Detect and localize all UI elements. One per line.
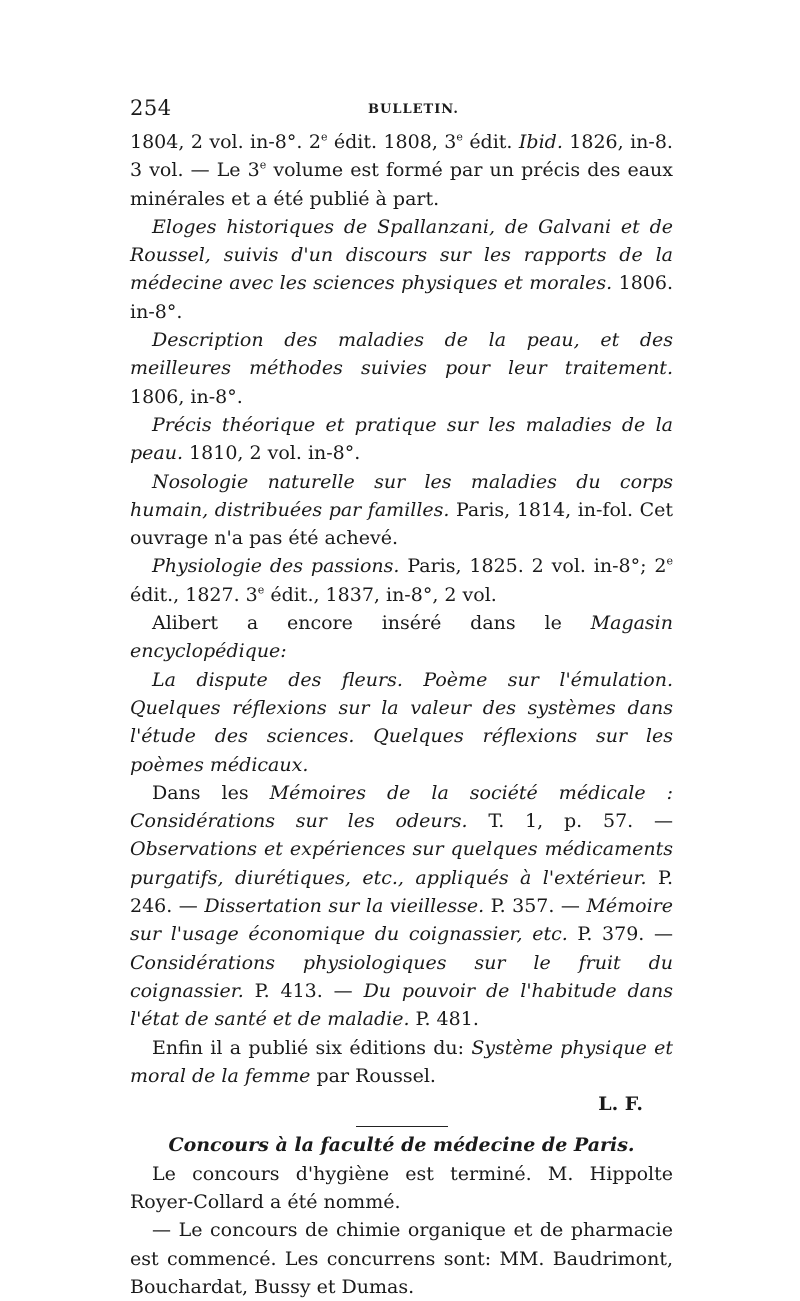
section-title: Concours à la faculté de médecine de Paris. [168, 1134, 635, 1157]
paragraph-enfin: Enfin il a publié six éditions du: Système physique et moral de la femme par Roussel. [130, 1036, 673, 1087]
paragraph-editions: 1804, 2 vol. in-8°. 2e édit. 1808, 3e édit. Ibid. 1826, in-8. 3 vol. — Le 3e volume est formé par un précis des eaux minérales et a été publié à part. [130, 130, 673, 210]
paragraph-eloges: Eloges historiques de Spallanzani, de Galvani et de Roussel, suivis d'un discours sur les rapports de la médecine avec les sciences physiques et morales. 1806. in-8°. [130, 215, 673, 323]
page-header [130, 96, 673, 126]
paragraph-description: Description des maladies de la peau, et des meilleures méthodes suivies pour leur traitement. 1806, in-8°. [130, 329, 673, 408]
running-title: BULLETIN. [368, 102, 459, 117]
signature: L. F. [598, 1093, 643, 1116]
paragraph-precis: Précis théorique et pratique sur les maladies de la peau. 1810, 2 vol. in-8°. [130, 413, 673, 465]
paragraph-concours-chimie: — Le concours de chimie organique et de pharmacie est commencé. Les concurrens sont: MM. Baudrimont, Bouchardat, Bussy et Dumas. [130, 1219, 673, 1298]
paragraph-magasin: Alibert a encore inséré dans le Magasin encyclopédique: [130, 612, 673, 663]
paragraph-memoires: Dans les Mémoires de la société médicale : Considérations sur les odeurs. T. 1, p. 57. — Observations et expériences sur quelques médicaments purgatifs, diurétiques, etc., appliqués à l'extérieur. P. 246. — Dissertation sur la vieillesse. P. 357. — Mémoire sur l'usage économique du coignassier, etc. P. 379. — Considérations physiologiques sur le fruit du coignassier. P. 413. — Du pouvoir de l'habitude dans l'état de santé et de maladie. P. 481. [130, 781, 674, 1031]
paragraph-magasin-titles: La dispute des fleurs. Poème sur l'émulation. Quelques réflexions sur la valeur des systèmes dans l'étude des sciences. Quelques réflexions sur les poèmes médicaux. [130, 668, 673, 776]
paragraph-nosologie: Nosologie naturelle sur les maladies du corps humain, distribuées par familles. Paris, 1814, in-fol. Cet ouvrage n'a pas été achevé. [130, 470, 673, 550]
body-text [130, 128, 673, 1301]
paragraph-concours-hygiene: Le concours d'hygiène est terminé. M. Hippolte Royer-Collard a été nommé. [130, 1162, 673, 1213]
section-divider [356, 1126, 448, 1127]
paragraph-physiologie: Physiologie des passions. Paris, 1825. 2 vol. in-8°; 2e édit., 1827. 3e édit., 1837, in-8°, 2 vol. [130, 555, 674, 606]
page-number: 254 [130, 96, 172, 120]
